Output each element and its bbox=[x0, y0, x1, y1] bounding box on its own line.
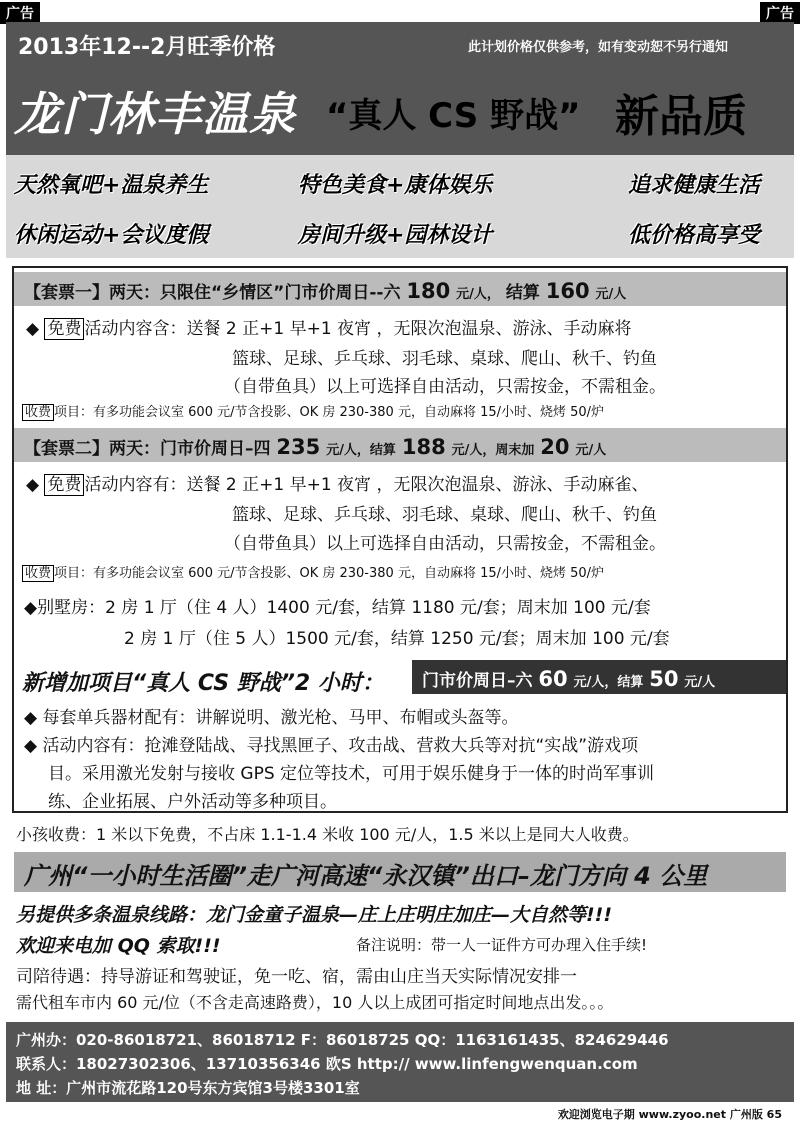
season-title: 2013年12--2月旺季价格 bbox=[18, 35, 276, 60]
route-banner: 广州“一小时生活圈”走广河高速“永汉镇”出口–龙门方向 4 公里 bbox=[14, 852, 786, 892]
villa-line2: 2 房 1 厅（住 5 人）1500 元/套，结算 1250 元/套；周末加 100 元/套 bbox=[124, 629, 670, 649]
feature: 特色美食+康体娱乐 bbox=[298, 173, 493, 198]
package1-free-l3: （自带鱼具）以上可选择自由活动，只需按金，不需租金。 bbox=[224, 377, 666, 397]
package2-free-l3: （自带鱼具）以上可选择自由活动，只需按金，不需租金。 bbox=[224, 534, 666, 554]
villa-line1: ◆别墅房：2 房 1 厅（住 4 人）1400 元/套，结算 1180 元/套；周末加 100 元/套 bbox=[24, 598, 651, 618]
price-note: 此计划价格仅供参考，如有变动恕不另行通知 bbox=[468, 40, 729, 55]
ad-tag-left: 广告 bbox=[0, 2, 40, 24]
qq-invite: 欢迎来电加 QQ 索取!!! bbox=[16, 935, 221, 957]
remark: 备注说明：带一人一证件方可办理入住手续! bbox=[356, 936, 648, 954]
package1-bar: 【套票一】两天：只限住“乡情区”门市价周日--六 180 元/人， 结算 160 元/人 bbox=[14, 272, 786, 306]
feature: 低价格高享受 bbox=[628, 223, 761, 248]
package1-free: ◆ 免费 活动内容含：送餐 2 正+1 早+1 夜宵 ，无限次泡温泉、游泳、手动麻将 bbox=[26, 319, 632, 339]
feature: 天然氧吧+温泉养生 bbox=[14, 173, 209, 198]
cs-price-bar: 门市价周日–六 60 元/人，结算 50 元/人 bbox=[412, 660, 786, 694]
office-phone: 广州办：020-86018721、86018712 F：86018725 QQ：1163161435、824629446 bbox=[16, 1031, 669, 1049]
contact-footer bbox=[6, 1022, 794, 1102]
feature: 追求健康生活 bbox=[628, 173, 761, 198]
cs-bullet2-l2: 目。采用激光发射与接收 GPS 定位等技术，可用于娱乐健身于一体的时尚军事训 bbox=[48, 764, 655, 784]
cs-bullet2-l3: 练、企业拓展、户外活动等多种项目。 bbox=[48, 792, 337, 812]
package2-fee: 收费 项目：有多功能会议室 600 元/节含投影、OK 房 230-380 元，自动麻将 15/小时、烧烤 50/炉 bbox=[22, 562, 604, 581]
address: 地 址：广州市流花路120号东方宾馆3号楼3301室 bbox=[16, 1079, 360, 1097]
package1-fee: 收费 项目：有多功能会议室 600 元/节含投影、OK 房 230-380 元，自动麻将 15/小时、烧烤 50/炉 bbox=[22, 401, 604, 420]
package1-free-l2: 篮球、足球、乒乓球、羽毛球、桌球、爬山、秋千、钓鱼 bbox=[232, 349, 657, 369]
features-panel bbox=[6, 155, 794, 258]
kids-fee: 小孩收费：1 米以下免费，不占床 1.1-1.4 米收 100 元/人，1.5 米以上是同大人收费。 bbox=[16, 825, 639, 844]
page-footer: 欢迎浏览电子期 www.zyoo.net 广州版 65 bbox=[557, 1108, 782, 1121]
feature: 房间升级+园林设计 bbox=[298, 223, 493, 248]
package2-free-l2: 篮球、足球、乒乓球、羽毛球、桌球、爬山、秋千、钓鱼 bbox=[232, 505, 657, 525]
cs-section-title: 新增加项目“真人 CS 野战”2 小时： bbox=[22, 671, 384, 696]
driver-line1: 司陪待遇：持导游证和驾驶证，免一吃、宿，需由山庄当天实际情况安排一 bbox=[16, 967, 577, 987]
cs-title: “真人 CS 野战” bbox=[326, 96, 581, 136]
feature: 休闲运动+会议度假 bbox=[14, 223, 209, 248]
extra-routes: 另提供多条温泉线路：龙门金童子温泉—庄上庄明庄加庄—大自然等!!! bbox=[16, 904, 612, 926]
new-quality: 新品质 bbox=[615, 91, 747, 142]
ad-tag-right: 广告 bbox=[760, 2, 800, 24]
driver-line2: 需代租车市内 60 元/位（不含走高速路费），10 人以上成团可指定时间地点出发。。。 bbox=[16, 993, 614, 1012]
package2-bar: 【套票二】两天：门市价周日–四 235 元/人，结算 188 元/人，周末加 20 元/人 bbox=[14, 428, 786, 462]
package2-free: ◆ 免费 活动内容有：送餐 2 正+1 早+1 夜宵 ，无限次泡温泉、游泳、手动麻雀、 bbox=[26, 475, 649, 495]
cs-bullet1: ◆ 每套单兵器材配有：讲解说明、激光枪、马甲、布帽或头盔等。 bbox=[24, 708, 519, 728]
cs-bullet2: ◆ 活动内容有：抢滩登陆战、寻找黑匣子、攻击战、营救大兵等对抗“实战”游戏项 bbox=[24, 736, 639, 756]
brand-title: 龙门林丰温泉 bbox=[14, 87, 296, 141]
contact-line: 联系人：18027302306、13710356346 欧S http:// www.linfengwenquan.com bbox=[16, 1055, 638, 1073]
